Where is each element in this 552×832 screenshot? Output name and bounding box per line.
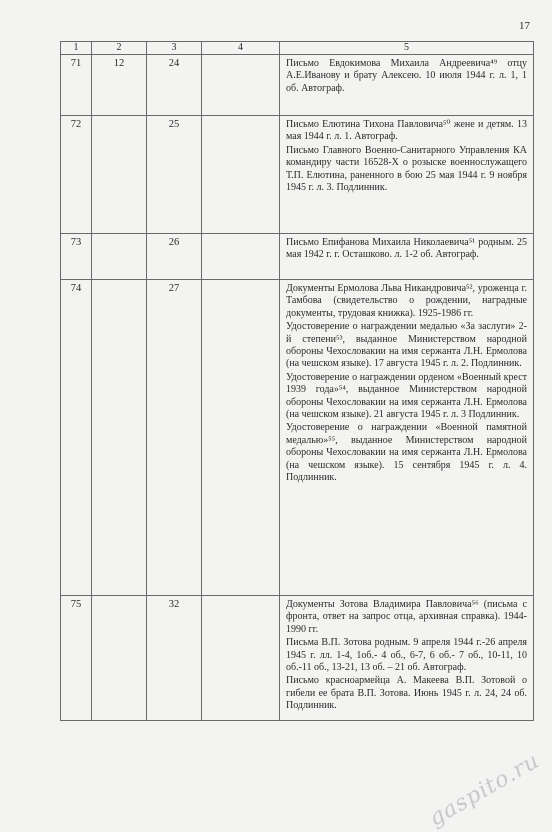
archive-inventory-table (60, 41, 534, 721)
description-paragraph: Документы Зотова Владимира Павловича⁵⁶ (письма с фронта, ответ на запрос отца, архивная справка). 1944-1990 гг. (286, 599, 527, 635)
column-header-2: 2 (92, 42, 147, 55)
cell-col-3: 27 (147, 280, 202, 596)
cell-col-3: 26 (147, 234, 202, 280)
cell-col-2: 12 (92, 55, 147, 116)
description-cell (280, 280, 534, 596)
watermark-logo: gaspito.ru (424, 748, 544, 832)
cell-col-4 (202, 116, 280, 234)
table-row (61, 55, 534, 116)
table-row (61, 596, 534, 721)
cell-col-1: 71 (61, 55, 92, 116)
description-cell (280, 234, 534, 280)
cell-col-1: 75 (61, 596, 92, 721)
cell-col-4 (202, 280, 280, 596)
column-number-row (61, 42, 534, 55)
description-cell (280, 55, 534, 116)
column-header-4: 4 (202, 42, 280, 55)
cell-col-4 (202, 596, 280, 721)
cell-col-1: 72 (61, 116, 92, 234)
description-paragraph: Удостоверение о награждении орденом «Военный крест 1939 года»⁵⁴, выданное Министерством народной обороны Чехословакии на имя сержанта Л.Н. Ермолова (на чешском языке). 21 августа 1945 г. л. 3 Подлинник. (286, 371, 527, 421)
description-paragraph: Письмо Елютина Тихона Павловича⁵⁰ жене и детям. 13 мая 1944 г. л. 1. Автограф. (286, 119, 527, 143)
cell-col-2 (92, 280, 147, 596)
cell-col-3: 32 (147, 596, 202, 721)
cell-col-2 (92, 234, 147, 280)
description-paragraph: Письмо Главного Военно-Санитарного Управления КА командиру части 16528-Х о розыске военнослужащего Т.П. Елютина, раненного в бою 25 мая 1944 г. 9 ноября 1945 г. л. 3. Подлинник. (286, 144, 527, 194)
table-body (61, 55, 534, 721)
cell-col-4 (202, 55, 280, 116)
description-cell (280, 596, 534, 721)
table-row (61, 280, 534, 596)
description-paragraph: Письмо Епифанова Михаила Николаевича⁵¹ родным. 25 мая 1942 г. г. Осташково. л. 1-2 об. Автограф. (286, 237, 527, 261)
cell-col-3: 25 (147, 116, 202, 234)
cell-col-1: 73 (61, 234, 92, 280)
cell-col-3: 24 (147, 55, 202, 116)
table-row (61, 234, 534, 280)
description-paragraph: Письмо Евдокимова Михаила Андреевича⁴⁹ отцу А.Е.Иванову и брату Алексею. 10 июля 1944 г. л. 1, 1 об. Автограф. (286, 58, 527, 94)
description-paragraph: Удостоверение о награждении медалью «За заслуги» 2-й степени⁵³, выданное Министерством народной обороны Чехословакии на имя сержанта Л.Н. Ермолова (на чешском языке). 17 августа 1945 г. л. 2. Подлинник. (286, 321, 527, 370)
cell-col-2 (92, 596, 147, 721)
description-paragraph: Письма В.П. Зотова родным. 9 апреля 1944 г.-26 апреля 1945 г. лл. 1-4, 1об.- 4 об., 6-7, 6 об.- 7 об., 10-11, 10 об.-11 об., 13-21, 13 об. – 21 об. Автограф. (286, 637, 527, 674)
cell-col-4 (202, 234, 280, 280)
column-header-5: 5 (280, 42, 534, 55)
description-paragraph: Письмо красноармейца А. Макеева В.П. Зотовой о гибели ее брата В.П. Зотова. Июнь 1945 г. л. 24, 24 об. Подлинник. (286, 675, 527, 712)
table-row (61, 116, 534, 234)
description-paragraph: Удостоверение о награждении «Военной памятной медалью»⁵⁵, выданное Министерством народной обороны Чехословакии на имя сержанта Л.Н. Ермолова (на чешском языке). 15 сентября 1945 г. л. 4. Подлинник. (286, 422, 527, 484)
description-paragraph: Документы Ермолова Льва Никандровича⁵², уроженца г. Тамбова (свидетельство о рождении, наградные документы, трудовая книжка). 1925-1986 гг. (286, 283, 527, 319)
description-cell (280, 116, 534, 234)
column-header-1: 1 (61, 42, 92, 55)
column-header-3: 3 (147, 42, 202, 55)
cell-col-1: 74 (61, 280, 92, 596)
cell-col-2 (92, 116, 147, 234)
page-number: 17 (519, 20, 530, 32)
